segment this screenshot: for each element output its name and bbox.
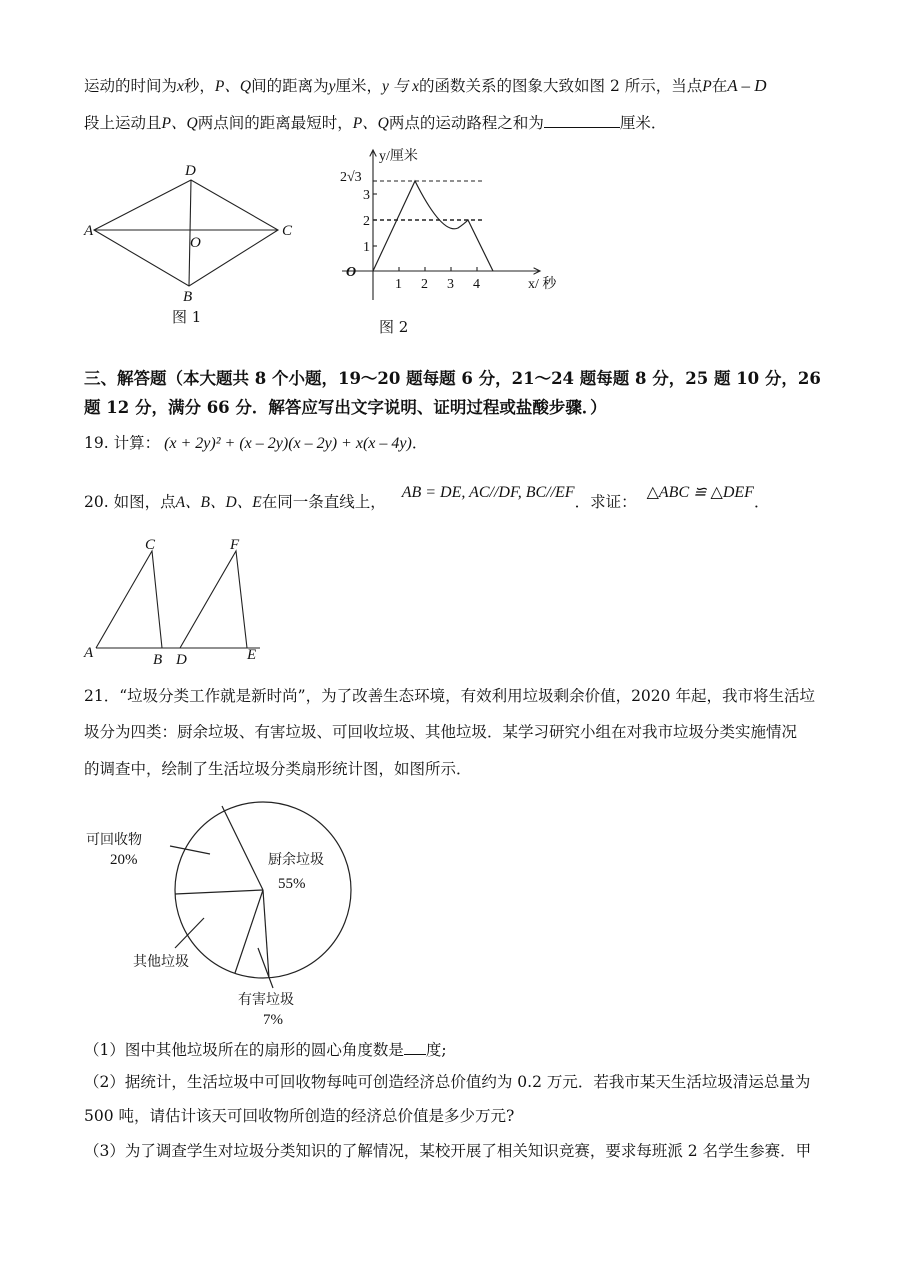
q21-sub3-line-1: （3）为了调查学生对垃圾分类知识的了解情况，某校开展了相关知识竞赛，要求每班派 2 名学生参赛．甲	[84, 1142, 812, 1160]
q18-text-line-2	[84, 113, 666, 134]
text-span: ．求证：	[574, 493, 637, 511]
pie-label-kitchen: 厨余垃圾	[268, 852, 324, 868]
q20-condition: AB = DE, AC//DF, BC//EF	[401, 484, 575, 501]
figure-1-caption: 图 1	[172, 308, 202, 326]
q21-line-1: 21．“垃圾分类工作就是新时尚”，为了改善生态环境，有效利用垃圾剩余价值，2020 年起，我市将生活垃	[84, 687, 815, 705]
q21-sub2-line-2: 500 吨，请估计该天可回收物所创造的经济总价值是多少万元?	[84, 1107, 515, 1125]
q19-expression: (x + 2y)² + (x – 2y)(x – 2y) + x(x – 4y)	[164, 435, 412, 452]
text-span: 度;	[425, 1041, 447, 1059]
text-span: 在	[711, 77, 728, 95]
q21-line-3: 的调查中，绘制了生活垃圾分类扇形统计图，如图所示．	[84, 760, 472, 778]
text-span: 段上运动且	[84, 114, 162, 132]
text-span: 的函数关系的图象大致如图 2 所示，当点	[419, 77, 703, 95]
section-3-heading-1: 三、解答题（本大题共 8 个小题，19～20 题每题 6 分，21～24 题每题 8 分，25 题 10 分，26	[84, 369, 821, 388]
point-c-label: C	[282, 223, 293, 239]
text-span: 秒，	[183, 77, 215, 95]
tri-point-e: E	[247, 647, 257, 663]
q20-line	[84, 484, 770, 513]
var-x: x	[177, 78, 184, 95]
text-span: ．	[753, 493, 770, 511]
q21-pie-chart	[80, 790, 380, 1030]
var-y-x: y 与 x	[382, 78, 420, 95]
section-3-heading-2: 题 12 分，满分 66 分．解答应写出文字说明、证明过程或盐酸步骤．）	[84, 398, 607, 417]
figure-2-caption: 图 2	[379, 318, 409, 336]
q18-text-line-1	[84, 76, 767, 97]
var-pq: P、Q	[352, 115, 389, 132]
tri-point-b: B	[153, 652, 163, 668]
pie-label-recyclable: 可回收物	[86, 832, 142, 848]
tri-point-f: F	[230, 537, 240, 553]
q20-goal: △ABC ≌ △DEF	[646, 484, 754, 501]
pie-pct-kitchen: 55%	[278, 876, 306, 892]
pie-label-other: 其他垃圾	[133, 954, 189, 970]
text-span: 间的距离为	[251, 77, 329, 95]
var-pq: P、Q	[161, 115, 198, 132]
text-span: 在同一条直线上，	[261, 493, 386, 511]
text-span: 运动的时间为	[84, 77, 178, 95]
x-tick-2: 2	[421, 277, 428, 292]
q20-label: 20. 如图，点	[84, 493, 176, 511]
q21-sub2-line-1: （2）据统计，生活垃圾中可回收物每吨可创造经济总价值约为 0.2 万元．若我市某天生活垃圾清运总量为	[84, 1073, 811, 1091]
y-tick-3: 3	[363, 188, 370, 203]
answer-blank[interactable]	[544, 113, 620, 128]
text-span: 厘米．	[619, 114, 667, 132]
x-axis-label: x/ 秒	[528, 277, 557, 292]
y-axis-label: y/厘米	[379, 149, 418, 164]
text-span: ．	[411, 434, 428, 452]
figure-2-graph	[330, 140, 580, 315]
q20-triangles-figure	[84, 535, 274, 670]
q21-sub1-line	[84, 1040, 447, 1060]
q20-points: A、B、D、E	[175, 494, 262, 511]
y-tick-2root3: 2√3	[340, 170, 362, 185]
pie-pct-recyclable: 20%	[110, 852, 138, 868]
var-p: P	[702, 78, 712, 95]
var-y: y	[328, 78, 336, 95]
pie-pct-hazardous: 7%	[263, 1012, 283, 1028]
point-b-label: B	[183, 289, 193, 305]
point-a-label: A	[84, 223, 94, 239]
x-tick-3: 3	[447, 277, 454, 292]
x-tick-4: 4	[473, 277, 480, 292]
tri-point-d: D	[176, 652, 187, 668]
q21-line-2: 圾分为四类：厨余垃圾、有害垃圾、可回收垃圾、其他垃圾．某学习研究小组在对我市垃圾分类实施情况	[84, 723, 798, 741]
var-pq: P、Q	[214, 78, 252, 95]
q19-line	[84, 433, 427, 454]
x-tick-1: 1	[395, 277, 402, 292]
text-span: 厘米，	[335, 77, 383, 95]
figure-1-rhombus	[80, 158, 300, 308]
text-span: 两点间的距离最短时，	[197, 114, 353, 132]
q19-label: 19. 计算：	[84, 434, 161, 452]
y-tick-2: 2	[363, 214, 370, 229]
pie-label-hazardous: 有害垃圾	[238, 992, 294, 1008]
text-span: （1）图中其他垃圾所在的扇形的圆心角度数是	[84, 1041, 404, 1059]
origin-label: O	[346, 265, 357, 280]
point-d-label: D	[185, 163, 196, 179]
segment-ad: A – D	[727, 76, 767, 95]
y-tick-1: 1	[363, 240, 370, 255]
text-span: 两点的运动路程之和为	[388, 114, 544, 132]
tri-point-c: C	[145, 537, 156, 553]
tri-point-a: A	[84, 645, 94, 661]
answer-blank[interactable]	[404, 1040, 426, 1055]
point-o-label: O	[190, 235, 201, 251]
